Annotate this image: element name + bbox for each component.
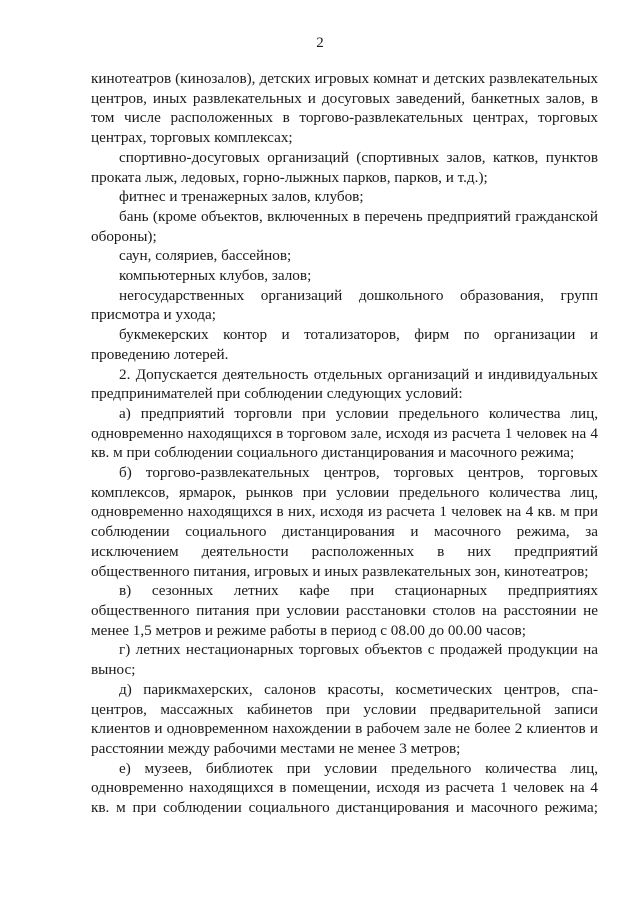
paragraph: саун, соляриев, бассейнов; bbox=[119, 247, 292, 265]
paragraph: а) предприятий торговли при условии предельного количества лиц, одновременно находящихся в торговом зале, исходя из расчета 1 человек на 4 кв. м при соблюдении социального дистанцирования и масочного режима; bbox=[91, 404, 598, 462]
paragraph: кинотеатров (кинозалов), детских игровых комнат и детских развлекательных центров, иных развлекательных и досуговых заведений, банкетных залов, в том числе расположенных в торгово-развлекательных центрах, торговых центрах, торговых комплексах; bbox=[91, 70, 598, 147]
paragraph: фитнес и тренажерных залов, клубов; bbox=[119, 188, 364, 206]
paragraph: в) сезонных летних кафе при стационарных предприятиях общественного питания при условии расстановки столов на расстоянии не менее 1,5 метров и режиме работы в период с 08.00 до 00.00 часов; bbox=[91, 582, 598, 639]
paragraph: г) летних нестационарных торговых объектов с продажей продукции на вынос; bbox=[91, 641, 598, 679]
paragraph: б) торгово-развлекательных центров, торговых центров, торговых комплексов, ярмарок, рынков при условии предельного количества лиц, одновременно находящихся в них, исходя из расчета 1 человек на 4 кв. м при соблюдении социального дистанцирования и масочного режима, за исключением деятельности расположенных в них предприятий общественного питания, игровых и иных развлекательных зон, кинотеатров; bbox=[91, 464, 598, 580]
document-body bbox=[91, 69, 598, 818]
paragraph: 2. Допускается деятельность отдельных организаций и индивидуальных предпринимателей при соблюдении следующих условий: bbox=[91, 365, 598, 403]
paragraph: компьютерных клубов, залов; bbox=[119, 267, 312, 285]
paragraph: спортивно-досуговых организаций (спортивных залов, катков, пунктов проката лыж, ледовых, горно-лыжных парков, парков, и т.д.); bbox=[91, 148, 598, 186]
paragraph: е) музеев, библиотек при условии предельного количества лиц, одновременно находящихся в помещении, исходя из расчета 1 человек на 4 кв. м при соблюдении социального дистанцирования и масочного режима; bbox=[91, 759, 598, 817]
paragraph: бань (кроме объектов, включенных в перечень предприятий гражданской обороны); bbox=[91, 207, 598, 245]
paragraph: д) парикмахерских, салонов красоты, косметических центров, спа-центров, массажных кабинетов при условии предварительной записи клиентов и одновременном нахождении в рабочем зале не более 2 клиентов и расстоянии между рабочими местами не менее 3 метров; bbox=[91, 680, 598, 757]
paragraph: негосударственных организаций дошкольного образования, групп присмотра и ухода; bbox=[91, 286, 598, 324]
page-number: 2 bbox=[316, 35, 324, 51]
paragraph: букмекерских контор и тотализаторов, фирм по организации и проведению лотерей. bbox=[91, 326, 598, 363]
